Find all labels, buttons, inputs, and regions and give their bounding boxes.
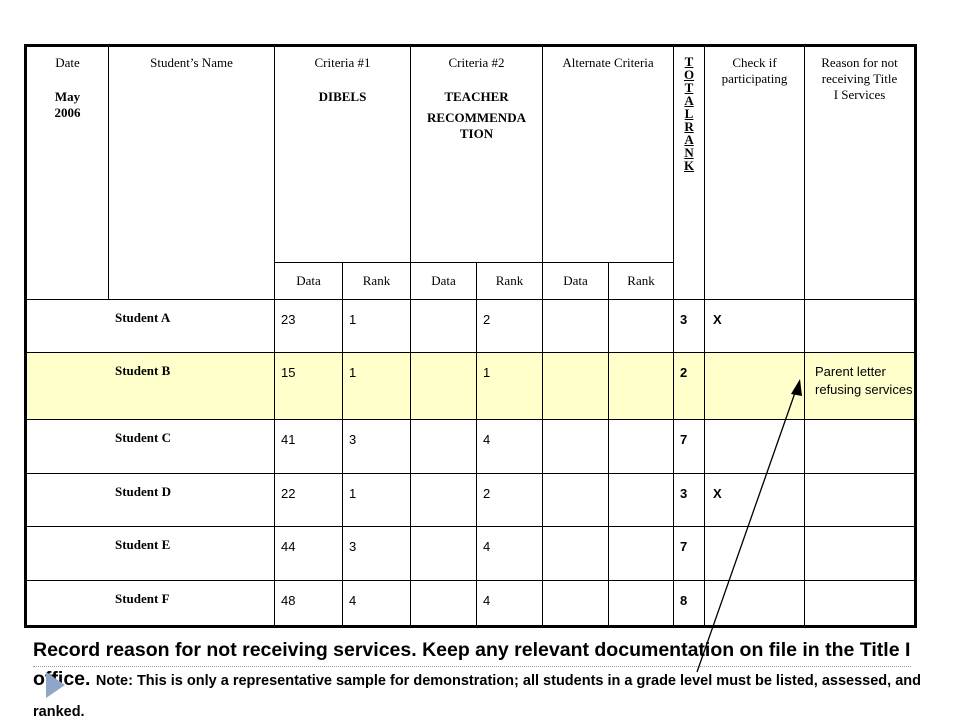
footer-note-text: Note: This is only a representative sample for demonstration; all students in a grade level must be listed, assessed, and ranked.	[33, 673, 921, 720]
participating-check: X	[705, 474, 805, 527]
c2-rank: 2	[477, 474, 543, 527]
student-name: Student F	[26, 581, 275, 627]
total-rank: 3	[674, 300, 705, 353]
check-participating-header: Check if participating	[705, 46, 805, 300]
criteria1-header: Criteria #1 DIBELS	[275, 46, 411, 263]
alternate-criteria-header: Alternate Criteria	[543, 46, 674, 263]
c1-rank: 1	[343, 474, 411, 527]
c2-rank: 4	[477, 420, 543, 474]
c1-rank: 1	[343, 353, 411, 420]
c2-rank: 4	[477, 581, 543, 627]
student-name: Student B	[26, 353, 275, 420]
arrow-line	[697, 387, 797, 672]
c1-data: 15	[275, 353, 343, 420]
footer-main-text: Record reason for not receiving services. Keep any relevant documentation on file in the Title I office.	[33, 639, 911, 690]
c1-data: 23	[275, 300, 343, 353]
arrow-head	[791, 379, 802, 396]
student-name: Student A	[26, 300, 275, 353]
c1-data-subheader: Data	[275, 263, 343, 300]
student-name: Student C	[26, 420, 275, 474]
total-rank-header: T O T A L R A N K	[674, 46, 705, 300]
criteria2-header: Criteria #2 TEACHER RECOMMENDA TION	[411, 46, 543, 263]
c1-data: 41	[275, 420, 343, 474]
c1-data: 44	[275, 527, 343, 581]
participating-check: X	[705, 300, 805, 353]
c1-data: 48	[275, 581, 343, 627]
c2-data-subheader: Data	[411, 263, 477, 300]
date-header: Date May 2006	[26, 46, 109, 300]
c2-rank: 4	[477, 527, 543, 581]
alt-data-subheader: Data	[543, 263, 609, 300]
alt-rank-subheader: Rank	[609, 263, 674, 300]
c1-rank: 3	[343, 420, 411, 474]
c1-rank-subheader: Rank	[343, 263, 411, 300]
total-rank: 7	[674, 527, 705, 581]
c2-rank: 1	[477, 353, 543, 420]
c1-data: 22	[275, 474, 343, 527]
total-rank: 7	[674, 420, 705, 474]
student-name: Student E	[26, 527, 275, 581]
c2-rank: 2	[477, 300, 543, 353]
student-name-header: Student’s Name	[109, 46, 275, 300]
c2-rank-subheader: Rank	[477, 263, 543, 300]
c1-rank: 4	[343, 581, 411, 627]
student-name: Student D	[26, 474, 275, 527]
reason-header: Reason for not receiving Title I Services	[805, 46, 916, 300]
c1-rank: 1	[343, 300, 411, 353]
total-rank: 2	[674, 353, 705, 420]
total-rank: 3	[674, 474, 705, 527]
c1-rank: 3	[343, 527, 411, 581]
reason-cell: Parent letter refusing services	[805, 353, 916, 420]
total-rank: 8	[674, 581, 705, 627]
